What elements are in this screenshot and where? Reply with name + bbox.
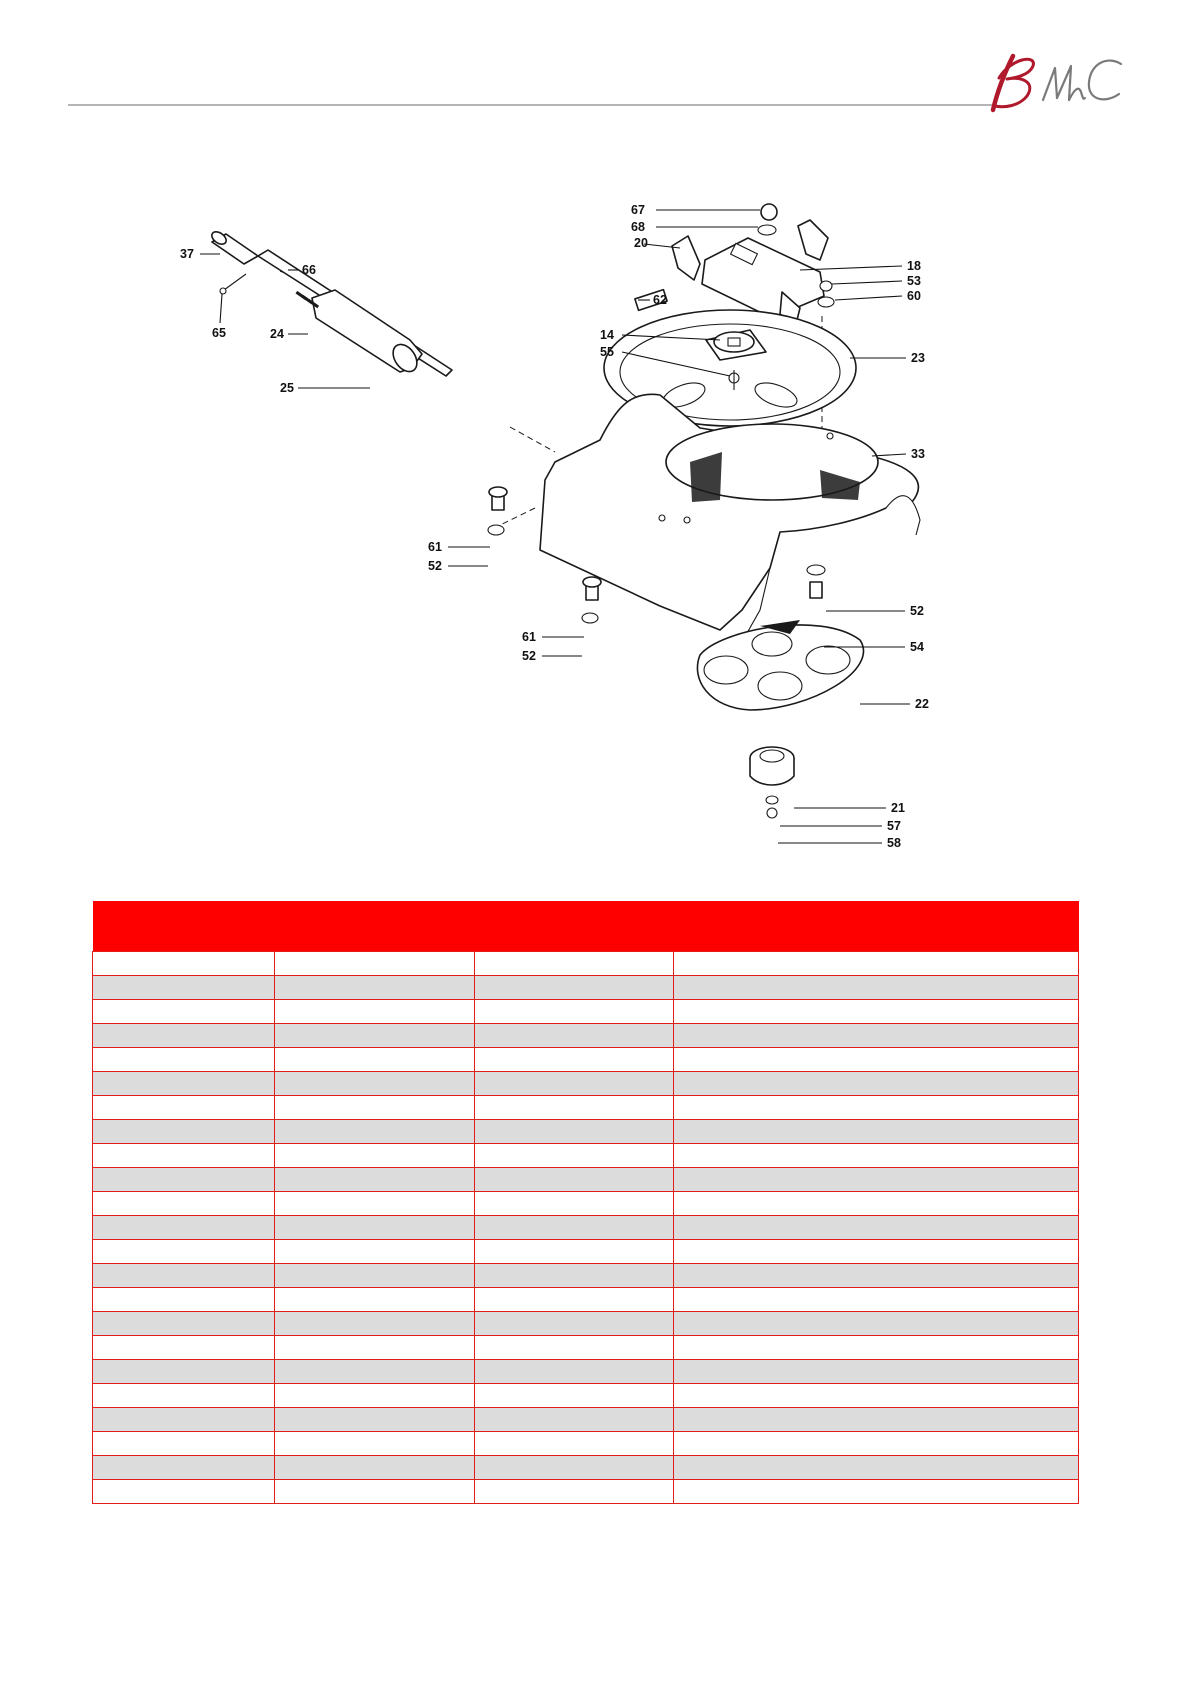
table-cell	[275, 1120, 475, 1144]
table-cell	[475, 1000, 674, 1024]
table-cell	[275, 952, 475, 976]
table-cell	[475, 1144, 674, 1168]
table-cell	[275, 1048, 475, 1072]
table-cell	[674, 1216, 1079, 1240]
table-cell	[93, 1336, 275, 1360]
bmc-logo	[985, 48, 1125, 114]
parts-table	[92, 901, 1079, 1504]
table-cell	[475, 1048, 674, 1072]
table-row	[93, 1072, 1079, 1096]
table-row	[93, 1360, 1079, 1384]
screw-part	[224, 274, 246, 290]
table-cell	[93, 1024, 275, 1048]
table-row	[93, 1048, 1079, 1072]
table-row	[93, 1240, 1079, 1264]
parts-table-body	[93, 952, 1079, 1504]
callout-52-upper: 52	[428, 559, 442, 573]
washer-part	[582, 613, 598, 623]
table-cell	[475, 1480, 674, 1504]
table-cell	[674, 1408, 1079, 1432]
table-cell	[475, 1456, 674, 1480]
table-cell	[93, 1240, 275, 1264]
table-row	[93, 1216, 1079, 1240]
table-row	[93, 1120, 1079, 1144]
table-row	[93, 1024, 1079, 1048]
callout-14: 14	[600, 328, 614, 342]
table-cell	[475, 1336, 674, 1360]
table-row	[93, 1288, 1079, 1312]
callout-20: 20	[634, 236, 648, 250]
callout-58: 58	[887, 836, 901, 850]
table-row	[93, 1432, 1079, 1456]
table-cell	[475, 1024, 674, 1048]
callout-67: 67	[631, 203, 645, 217]
exploded-parts-diagram	[160, 190, 960, 870]
table-row	[93, 1096, 1079, 1120]
table-cell	[275, 1264, 475, 1288]
table-cell	[674, 1144, 1079, 1168]
table-cell	[674, 1336, 1079, 1360]
table-row	[93, 1192, 1079, 1216]
table-cell	[93, 1216, 275, 1240]
callout-37: 37	[180, 247, 194, 261]
table-cell	[475, 976, 674, 1000]
header-rule	[68, 104, 993, 106]
table-cell	[475, 1192, 674, 1216]
table-cell	[275, 1456, 475, 1480]
bolt-part	[810, 582, 822, 598]
assembly-line	[510, 427, 555, 452]
table-cell	[93, 1072, 275, 1096]
callout-23: 23	[911, 351, 925, 365]
nut-part	[767, 808, 777, 818]
table-cell	[475, 1240, 674, 1264]
callout-55: 55	[600, 345, 614, 359]
table-cell	[275, 1072, 475, 1096]
table-cell	[674, 1120, 1079, 1144]
table-cell	[674, 1456, 1079, 1480]
table-cell	[475, 1408, 674, 1432]
table-cell	[93, 1000, 275, 1024]
callout-60: 60	[907, 289, 921, 303]
table-cell	[275, 1000, 475, 1024]
table-cell	[93, 952, 275, 976]
table-cell	[674, 1192, 1079, 1216]
bottom-plate	[697, 620, 863, 710]
table-cell	[275, 1216, 475, 1240]
table-cell	[674, 1312, 1079, 1336]
table-cell	[275, 1288, 475, 1312]
callout-61-upper: 61	[428, 540, 442, 554]
callout-62: 62	[653, 293, 667, 307]
table-cell	[93, 1384, 275, 1408]
table-cell	[93, 1288, 275, 1312]
table-row	[93, 1384, 1079, 1408]
callout-53: 53	[907, 274, 921, 288]
shaft-assembly	[210, 229, 452, 376]
table-cell	[93, 1096, 275, 1120]
table-cell	[674, 1168, 1079, 1192]
table-cell	[475, 1384, 674, 1408]
table-row	[93, 1264, 1079, 1288]
table-row	[93, 952, 1079, 976]
table-cell	[674, 1048, 1079, 1072]
table-cell	[93, 976, 275, 1000]
table-cell	[475, 1432, 674, 1456]
washer-part	[758, 225, 776, 235]
table-cell	[275, 1144, 475, 1168]
table-cell	[475, 1312, 674, 1336]
column-header	[93, 901, 275, 952]
table-cell	[275, 1480, 475, 1504]
table-row	[93, 1144, 1079, 1168]
table-row	[93, 1456, 1079, 1480]
table-cell	[674, 952, 1079, 976]
table-cell	[275, 1024, 475, 1048]
washer-part	[766, 796, 778, 804]
callout-52-right: 52	[910, 604, 924, 618]
washer-part	[807, 565, 825, 575]
table-cell	[475, 1072, 674, 1096]
table-cell	[275, 1360, 475, 1384]
table-cell	[674, 1096, 1079, 1120]
table-cell	[475, 1360, 674, 1384]
table-cell	[93, 1048, 275, 1072]
table-cell	[275, 1168, 475, 1192]
table-cell	[275, 1432, 475, 1456]
table-cell	[674, 1024, 1079, 1048]
table-cell	[93, 1168, 275, 1192]
table-cell	[93, 1408, 275, 1432]
table-cell	[674, 1000, 1079, 1024]
callout-66: 66	[302, 263, 316, 277]
table-cell	[93, 1192, 275, 1216]
table-cell	[475, 1120, 674, 1144]
table-row	[93, 1336, 1079, 1360]
table-cell	[275, 1408, 475, 1432]
nut-part	[761, 204, 777, 220]
arm-part	[672, 236, 700, 280]
callout-68: 68	[631, 220, 645, 234]
table-cell	[674, 1288, 1079, 1312]
table-row	[93, 1312, 1079, 1336]
table-cell	[475, 1288, 674, 1312]
table-cell	[475, 1216, 674, 1240]
table-cell	[275, 1240, 475, 1264]
washer-part	[488, 525, 504, 535]
table-cell	[275, 1096, 475, 1120]
table-cell	[674, 976, 1079, 1000]
table-cell	[674, 1264, 1079, 1288]
washer-part	[818, 297, 834, 307]
table-row	[93, 1480, 1079, 1504]
table-row	[93, 1408, 1079, 1432]
callout-52-lower: 52	[522, 649, 536, 663]
table-row	[93, 976, 1079, 1000]
main-housing	[540, 394, 920, 642]
callout-57: 57	[887, 819, 901, 833]
callout-18: 18	[907, 259, 921, 273]
bottom-fittings	[750, 747, 794, 818]
callout-33: 33	[911, 447, 925, 461]
table-cell	[275, 1312, 475, 1336]
table-cell	[93, 1480, 275, 1504]
table-cell	[674, 1480, 1079, 1504]
table-cell	[93, 1120, 275, 1144]
table-cell	[674, 1360, 1079, 1384]
column-header	[475, 901, 674, 952]
table-cell	[475, 1264, 674, 1288]
nut-part	[820, 281, 832, 291]
table-cell	[275, 1192, 475, 1216]
column-header	[674, 901, 1079, 952]
callout-61-lower: 61	[522, 630, 536, 644]
table-cell	[93, 1144, 275, 1168]
table-row	[93, 1168, 1079, 1192]
callout-21: 21	[891, 801, 905, 815]
table-cell	[475, 1168, 674, 1192]
table-cell	[674, 1432, 1079, 1456]
table-cell	[674, 1384, 1079, 1408]
table-cell	[674, 1240, 1079, 1264]
table-row	[93, 1000, 1079, 1024]
table-cell	[275, 976, 475, 1000]
table-cell	[475, 952, 674, 976]
parts-table-header	[93, 901, 1079, 952]
table-cell	[93, 1456, 275, 1480]
table-cell	[275, 1384, 475, 1408]
table-cell	[93, 1312, 275, 1336]
callout-25: 25	[280, 381, 294, 395]
table-cell	[93, 1360, 275, 1384]
callout-54: 54	[910, 640, 924, 654]
table-cell	[93, 1432, 275, 1456]
callout-65: 65	[212, 326, 226, 340]
table-cell	[674, 1072, 1079, 1096]
column-header	[275, 901, 475, 952]
table-cell	[275, 1336, 475, 1360]
callout-22: 22	[915, 697, 929, 711]
table-cell	[475, 1096, 674, 1120]
table-cell	[93, 1264, 275, 1288]
callout-24: 24	[270, 327, 284, 341]
